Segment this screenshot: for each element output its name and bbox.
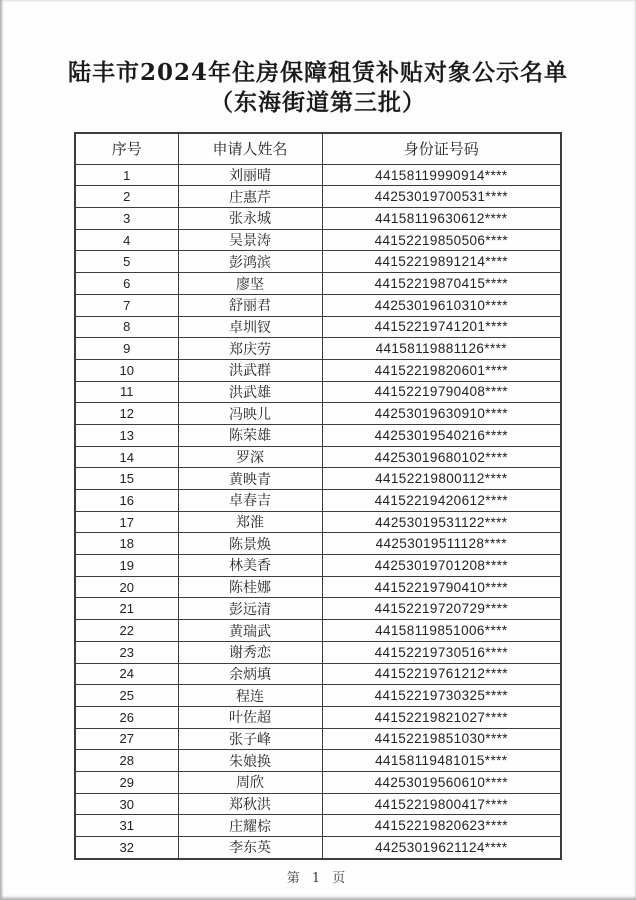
id-cell: 44253019621124**** <box>322 837 561 859</box>
name-cell: 谢秀恋 <box>178 641 322 663</box>
table-row <box>75 837 561 859</box>
serial-cell: 28 <box>75 750 178 772</box>
table-row <box>75 186 561 208</box>
name-cell: 陈桂娜 <box>178 576 322 598</box>
table-row <box>75 490 561 512</box>
id-cell: 44253019701208**** <box>322 555 561 577</box>
id-cell: 44253019511128**** <box>322 533 561 555</box>
serial-cell: 22 <box>75 620 178 642</box>
id-cell: 44152219800112**** <box>322 468 561 490</box>
name-cell: 廖坚 <box>178 273 322 295</box>
subsidy-roster-table <box>74 132 562 860</box>
table-row <box>75 750 561 772</box>
name-cell: 程连 <box>178 685 322 707</box>
serial-cell: 12 <box>75 403 178 425</box>
name-cell: 周欣 <box>178 771 322 793</box>
serial-cell: 31 <box>75 815 178 837</box>
table-row <box>75 316 561 338</box>
id-cell: 44253019540216**** <box>322 424 561 446</box>
serial-cell: 3 <box>75 208 178 230</box>
name-cell: 卓圳钗 <box>178 316 322 338</box>
serial-cell: 2 <box>75 186 178 208</box>
table-row <box>75 164 561 186</box>
serial-cell: 10 <box>75 359 178 381</box>
id-cell: 44253019610310**** <box>322 294 561 316</box>
header-id-number: 身份证号码 <box>322 133 561 165</box>
serial-cell: 19 <box>75 555 178 577</box>
serial-cell: 5 <box>75 251 178 273</box>
title-line-1: 陆丰市2024年住房保障租赁补贴对象公示名单 <box>67 59 568 86</box>
id-cell: 44152219790410**** <box>322 576 561 598</box>
name-cell: 林美香 <box>178 555 322 577</box>
serial-cell: 29 <box>75 771 178 793</box>
name-cell: 张永城 <box>178 208 322 230</box>
name-cell: 彭鸿滨 <box>178 251 322 273</box>
table-body <box>75 164 561 859</box>
id-cell: 44158119881126**** <box>322 338 561 360</box>
serial-cell: 6 <box>75 273 178 295</box>
table-row <box>75 403 561 425</box>
id-cell: 44152219790408**** <box>322 381 561 403</box>
serial-cell: 20 <box>75 576 178 598</box>
header-applicant-name: 申请人姓名 <box>178 133 322 165</box>
name-cell: 彭远清 <box>178 598 322 620</box>
id-cell: 44253019680102**** <box>322 446 561 468</box>
table-row <box>75 641 561 663</box>
table-row <box>75 533 561 555</box>
serial-cell: 13 <box>75 424 178 446</box>
name-cell: 朱娘换 <box>178 750 322 772</box>
name-cell: 洪武雄 <box>178 381 322 403</box>
serial-cell: 26 <box>75 706 178 728</box>
table-row <box>75 338 561 360</box>
serial-cell: 4 <box>75 229 178 251</box>
table-row <box>75 576 561 598</box>
table-row <box>75 663 561 685</box>
name-cell: 洪武群 <box>178 359 322 381</box>
id-cell: 44158119990914**** <box>322 164 561 186</box>
id-cell: 44152219420612**** <box>322 490 561 512</box>
table-row <box>75 424 561 446</box>
name-cell: 卓春吉 <box>178 490 322 512</box>
page-number-footer: 第 1 页 <box>286 870 350 886</box>
name-cell: 黄映青 <box>178 468 322 490</box>
id-cell: 44152219730516**** <box>322 641 561 663</box>
id-cell: 44158119481015**** <box>322 750 561 772</box>
id-cell: 44152219730325**** <box>322 685 561 707</box>
name-cell: 陈荣雄 <box>178 424 322 446</box>
serial-cell: 7 <box>75 294 178 316</box>
serial-cell: 8 <box>75 316 178 338</box>
name-cell: 郑秋洪 <box>178 793 322 815</box>
serial-cell: 25 <box>75 685 178 707</box>
name-cell: 冯映儿 <box>178 403 322 425</box>
document-title <box>0 0 636 119</box>
name-cell: 黄瑞武 <box>178 620 322 642</box>
name-cell: 张子峰 <box>178 728 322 750</box>
name-cell: 罗深 <box>178 446 322 468</box>
name-cell: 陈景焕 <box>178 533 322 555</box>
name-cell: 舒丽君 <box>178 294 322 316</box>
serial-cell: 11 <box>75 381 178 403</box>
table-row <box>75 793 561 815</box>
table-row <box>75 273 561 295</box>
table-row <box>75 468 561 490</box>
name-cell: 郑淮 <box>178 511 322 533</box>
serial-cell: 17 <box>75 511 178 533</box>
title-line-2: （东海街道第三批） <box>210 89 426 117</box>
id-cell: 44253019531122**** <box>322 511 561 533</box>
id-cell: 44253019630910**** <box>322 403 561 425</box>
table-row <box>75 446 561 468</box>
id-cell: 44152219720729**** <box>322 598 561 620</box>
id-cell: 44152219820601**** <box>322 359 561 381</box>
id-cell: 44152219800417**** <box>322 793 561 815</box>
table-row <box>75 685 561 707</box>
serial-cell: 9 <box>75 338 178 360</box>
serial-cell: 32 <box>75 837 178 859</box>
id-cell: 44158119630612**** <box>322 208 561 230</box>
id-cell: 44152219820623**** <box>322 815 561 837</box>
name-cell: 余炳填 <box>178 663 322 685</box>
name-cell: 刘丽晴 <box>178 164 322 186</box>
table-row <box>75 359 561 381</box>
id-cell: 44152219870415**** <box>322 273 561 295</box>
id-cell: 44152219850506**** <box>322 229 561 251</box>
serial-cell: 15 <box>75 468 178 490</box>
serial-cell: 14 <box>75 446 178 468</box>
table-row <box>75 511 561 533</box>
header-serial-number: 序号 <box>75 133 178 165</box>
id-cell: 44152219821027**** <box>322 706 561 728</box>
table-row <box>75 294 561 316</box>
name-cell: 庄惠芹 <box>178 186 322 208</box>
name-cell: 李东英 <box>178 837 322 859</box>
serial-cell: 18 <box>75 533 178 555</box>
name-cell: 庄耀棕 <box>178 815 322 837</box>
serial-cell: 21 <box>75 598 178 620</box>
table-row <box>75 771 561 793</box>
name-cell: 叶佐超 <box>178 706 322 728</box>
table-row <box>75 555 561 577</box>
id-cell: 44158119851006**** <box>322 620 561 642</box>
table-row <box>75 728 561 750</box>
name-cell: 吴景涛 <box>178 229 322 251</box>
table-row <box>75 620 561 642</box>
id-cell: 44152219761212**** <box>322 663 561 685</box>
table-row <box>75 598 561 620</box>
serial-cell: 27 <box>75 728 178 750</box>
id-cell: 44152219891214**** <box>322 251 561 273</box>
serial-cell: 30 <box>75 793 178 815</box>
id-cell: 44152219741201**** <box>322 316 561 338</box>
serial-cell: 1 <box>75 164 178 186</box>
table-row <box>75 251 561 273</box>
table-row <box>75 208 561 230</box>
serial-cell: 23 <box>75 641 178 663</box>
serial-cell: 16 <box>75 490 178 512</box>
id-cell: 44253019560610**** <box>322 771 561 793</box>
table-row <box>75 815 561 837</box>
table-row <box>75 229 561 251</box>
table-header-row <box>75 133 561 165</box>
name-cell: 郑庆劳 <box>178 338 322 360</box>
serial-cell: 24 <box>75 663 178 685</box>
id-cell: 44253019700531**** <box>322 186 561 208</box>
table-row <box>75 381 561 403</box>
table-row <box>75 706 561 728</box>
id-cell: 44152219851030**** <box>322 728 561 750</box>
